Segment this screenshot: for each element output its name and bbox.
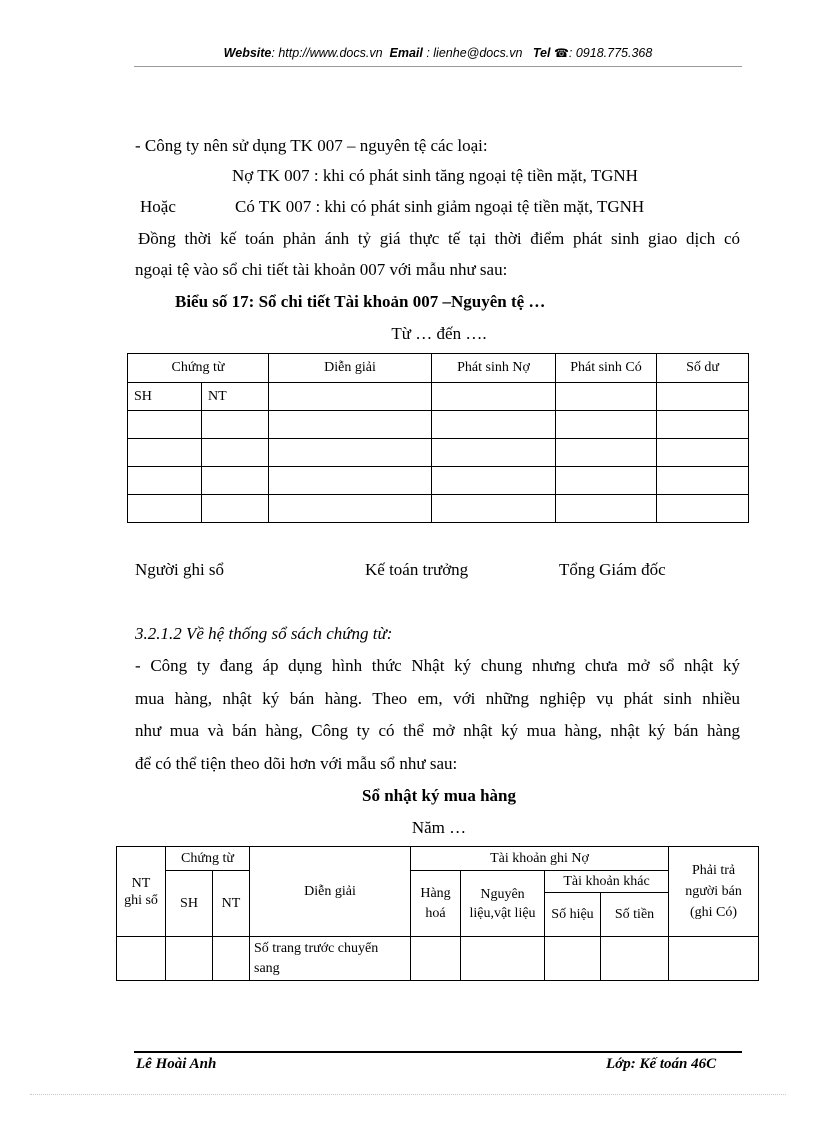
col-so-du: Số dư [657, 354, 749, 383]
subcol-sh: SH [166, 871, 213, 937]
signature-nguoi-ghi-so: Người ghi sổ [135, 560, 225, 579]
phone-icon: ☎ [553, 46, 569, 60]
tel-label: Tel [532, 46, 551, 60]
subcol-hang-hoa: Hàng hoá [411, 871, 461, 937]
col-phat-sinh-no: Phát sinh Nợ [432, 354, 556, 383]
col-chung-tu: Chứng từ [166, 847, 250, 871]
col-phat-sinh-co: Phát sinh Có [556, 354, 657, 383]
paragraph-exchange-rate-1: Đồng thời kế toán phản ánh tỷ giá thực tế tại thời điểm phát sinh giao dịch có [138, 229, 740, 248]
paragraph-tk007-intro: - Công ty nên sử dụng TK 007 – nguyên tệ các loại: [135, 136, 488, 155]
table-row [117, 937, 759, 981]
subcol-so-hieu: Số hiệu [545, 893, 601, 937]
col-tk-ghi-no: Tài khoản ghi Nợ [411, 847, 669, 871]
table1-subtitle: Từ … đến …. [391, 324, 487, 343]
table-row [128, 467, 749, 495]
col-nt-ghi-so: NT ghi sổ [117, 847, 166, 937]
email-label: Email [389, 46, 423, 60]
table2-purchase-journal [116, 846, 759, 981]
col-chung-tu: Chứng từ [128, 354, 269, 383]
paragraph-journal-2: mua hàng, nhật ký bán hàng. Theo em, với những nghiệp vụ phát sinh nhiều [135, 689, 740, 708]
paragraph-journal-1: - Công ty đang áp dụng hình thức Nhật ký chung nhưng chưa mở sổ nhật ký [135, 656, 740, 675]
paragraph-journal-4: để có thể tiện theo dõi hơn với mẫu sổ như sau: [135, 754, 458, 773]
website-value[interactable]: : http://www.docs.vn [271, 46, 383, 60]
table-cell [657, 383, 749, 411]
table-cell [432, 383, 556, 411]
table-cell [556, 383, 657, 411]
footer-divider [134, 1051, 742, 1053]
paragraph-exchange-rate-2: ngoại tệ vào sổ chi tiết tài khoản 007 với mẫu như sau: [135, 260, 508, 279]
paragraph-no-tk007: Nợ TK 007 : khi có phát sinh tăng ngoại tệ tiền mặt, TGNH [232, 166, 638, 185]
paragraph-hoac-label: Hoặc [140, 197, 176, 216]
subcol-tk-khac: Tài khoản khác [545, 871, 669, 893]
table-row [128, 495, 749, 523]
subcol-nt: NT [213, 871, 250, 937]
table2-subtitle: Năm … [411, 818, 467, 837]
signature-tong-giam-doc: Tổng Giám đốc [559, 560, 666, 579]
page-header [134, 46, 742, 60]
col-dien-giai: Diễn giải [269, 354, 432, 383]
subcol-nguyen-lieu-vat-lieu: Nguyên liệu,vật liệu [461, 871, 545, 937]
col-dien-giai: Diễn giải [250, 847, 411, 937]
subcol-sh: SH [128, 383, 202, 411]
header-divider [134, 66, 742, 67]
paragraph-journal-3: như mua và bán hàng, Công ty có thể mở nhật ký mua hàng, nhật ký bán hàng [135, 721, 740, 740]
page-bottom-border [30, 1094, 786, 1095]
table1-title: Biểu số 17: Sổ chi tiết Tài khoản 007 –Nguyên tệ … [175, 292, 546, 311]
footer-class: Lớp: Kế toán 46C [606, 1056, 717, 1072]
section-heading: 3.2.1.2 Về hệ thống sổ sách chứng từ: [135, 624, 393, 643]
col-phai-tra-nguoi-ban: Phải trả người bán (ghi Có) [669, 847, 759, 937]
email-value[interactable]: : lienhe@docs.vn [422, 46, 523, 60]
website-label: Website [223, 46, 272, 60]
table2-title: Sổ nhật ký mua hàng [361, 786, 516, 805]
table-cell [269, 383, 432, 411]
footer-author: Lê Hoài Anh [136, 1056, 217, 1072]
signature-ke-toan-truong: Kế toán trưởng [365, 560, 469, 579]
tel-value: : 0918.775.368 [568, 46, 653, 60]
first-row-description: Số trang trước chuyển sang [250, 937, 411, 981]
paragraph-co-tk007: Có TK 007 : khi có phát sinh giảm ngoại tệ tiền mặt, TGNH [235, 197, 645, 216]
subcol-nt: NT [202, 383, 269, 411]
table-row [128, 439, 749, 467]
table-row [128, 411, 749, 439]
table1-ledger [127, 353, 749, 523]
subcol-so-tien: Số tiền [601, 893, 669, 937]
